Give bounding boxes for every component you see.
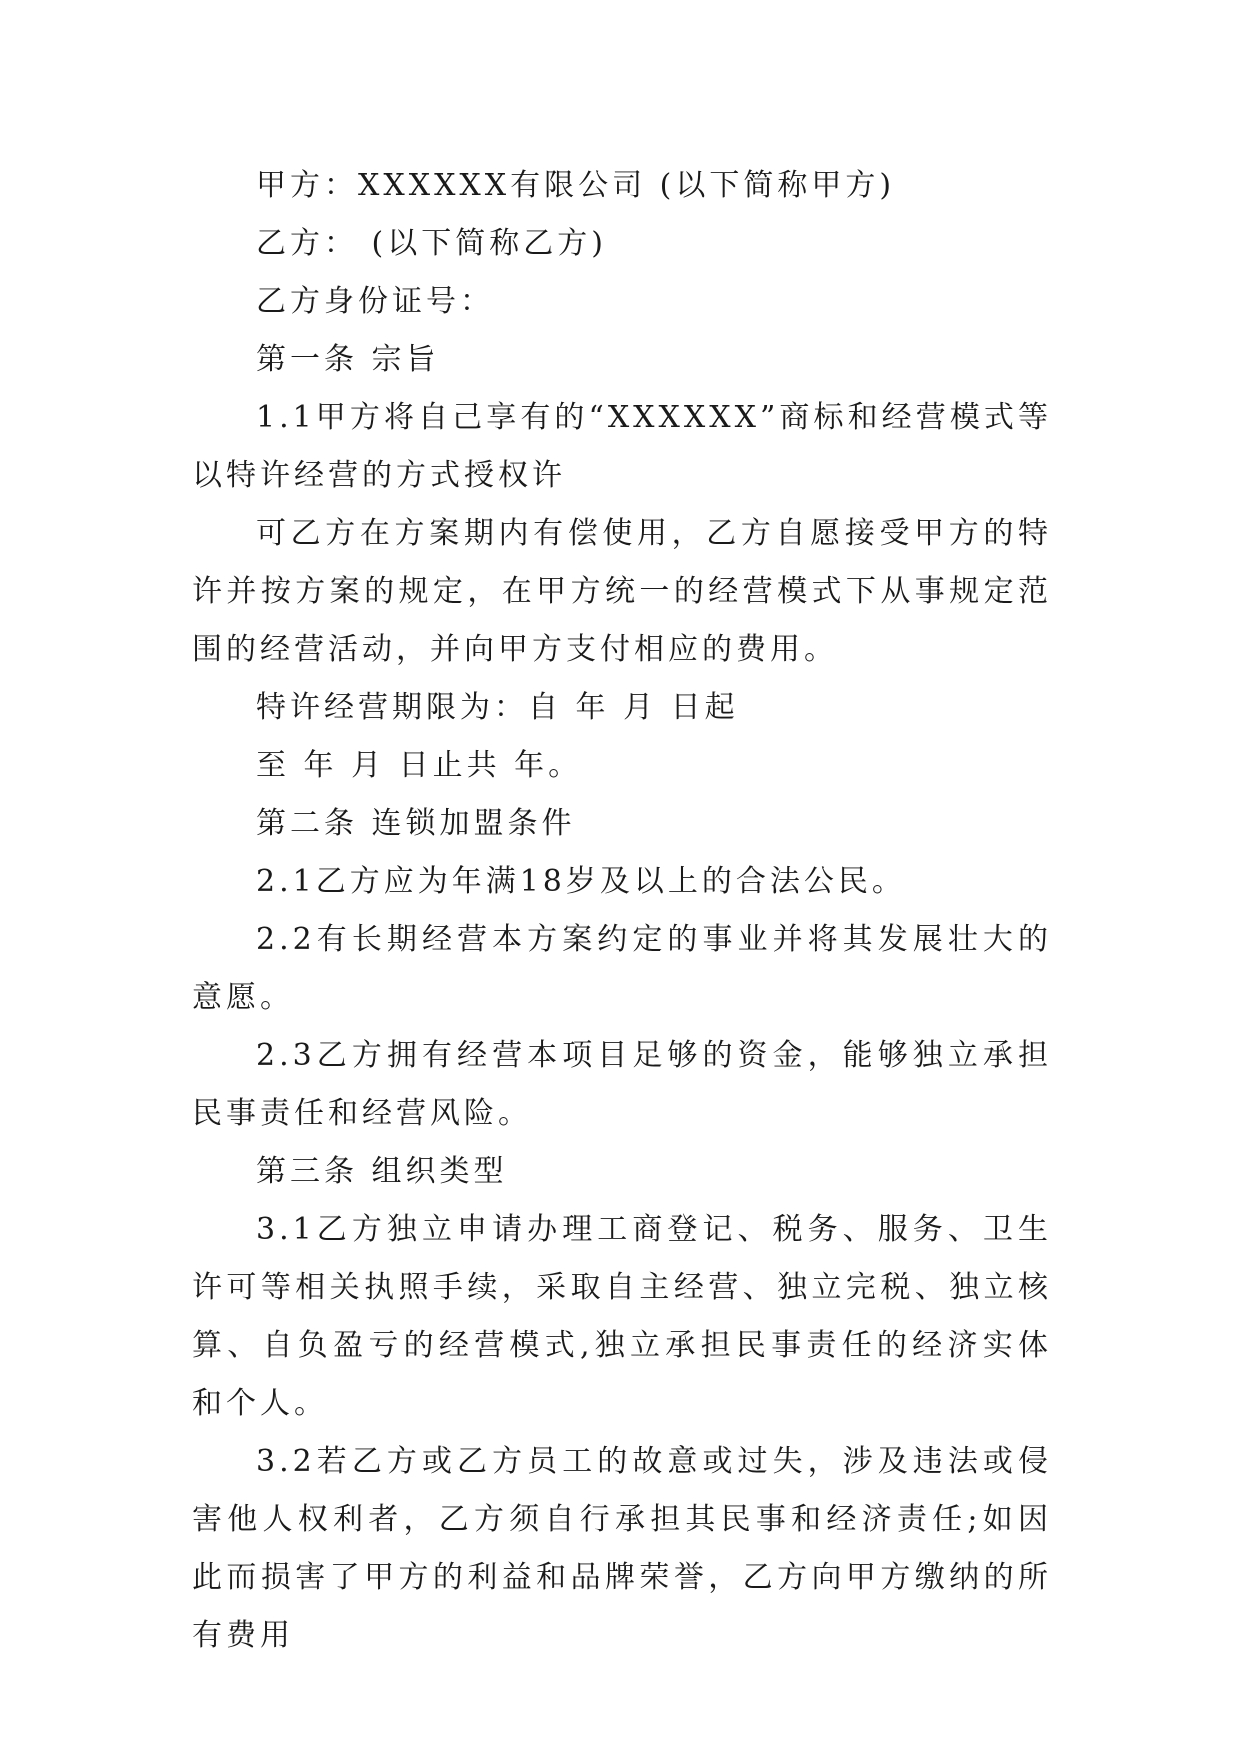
party-b-line: 乙方： (以下简称乙方) xyxy=(256,226,607,261)
article-2-heading: 第二条 连锁加盟条件 xyxy=(256,806,576,841)
term-end-line: 至 年 月 日止共 年。 xyxy=(256,748,583,783)
clause-1-1-continued: 可乙方在方案期内有偿使用，乙方自愿接受甲方的特许并按方案的规定，在甲方统一的经营模式下从事规定范围的经营活动，并向甲方支付相应的费用。 xyxy=(192,516,1052,667)
clause-3-1: 3.1乙方独立申请办理工商登记、税务、服务、卫生许可等相关执照手续，采取自主经营、独立完税、独立核算、自负盈亏的经营模式,独立承担民事责任的经济实体和个人。 xyxy=(192,1212,1052,1421)
clause-3-2: 3.2若乙方或乙方员工的故意或过失，涉及违法或侵害他人权利者，乙方须自行承担其民事和经济责任;如因此而损害了甲方的利益和品牌荣誉，乙方向甲方缴纳的所有费用 xyxy=(192,1444,1052,1653)
clause-2-3: 2.3乙方拥有经营本项目足够的资金，能够独立承担民事责任和经营风险。 xyxy=(192,1038,1052,1131)
party-b-id-line: 乙方身份证号： xyxy=(256,284,494,319)
party-a-line: 甲方：XXXXXX有限公司 (以下简称甲方) xyxy=(256,168,896,203)
article-3-heading: 第三条 组织类型 xyxy=(256,1154,508,1189)
document-body xyxy=(192,157,1052,1665)
clause-2-1: 2.1乙方应为年满18岁及以上的合法公民。 xyxy=(256,864,906,899)
term-start-line: 特许经营期限为：自 年 月 日起 xyxy=(256,690,739,725)
clause-2-2: 2.2有长期经营本方案约定的事业并将其发展壮大的意愿。 xyxy=(192,922,1052,1015)
article-1-heading: 第一条 宗旨 xyxy=(256,342,440,377)
clause-1-1: 1.1甲方将自己享有的“XXXXXX”商标和经营模式等以特许经营的方式授权许 xyxy=(192,400,1052,493)
